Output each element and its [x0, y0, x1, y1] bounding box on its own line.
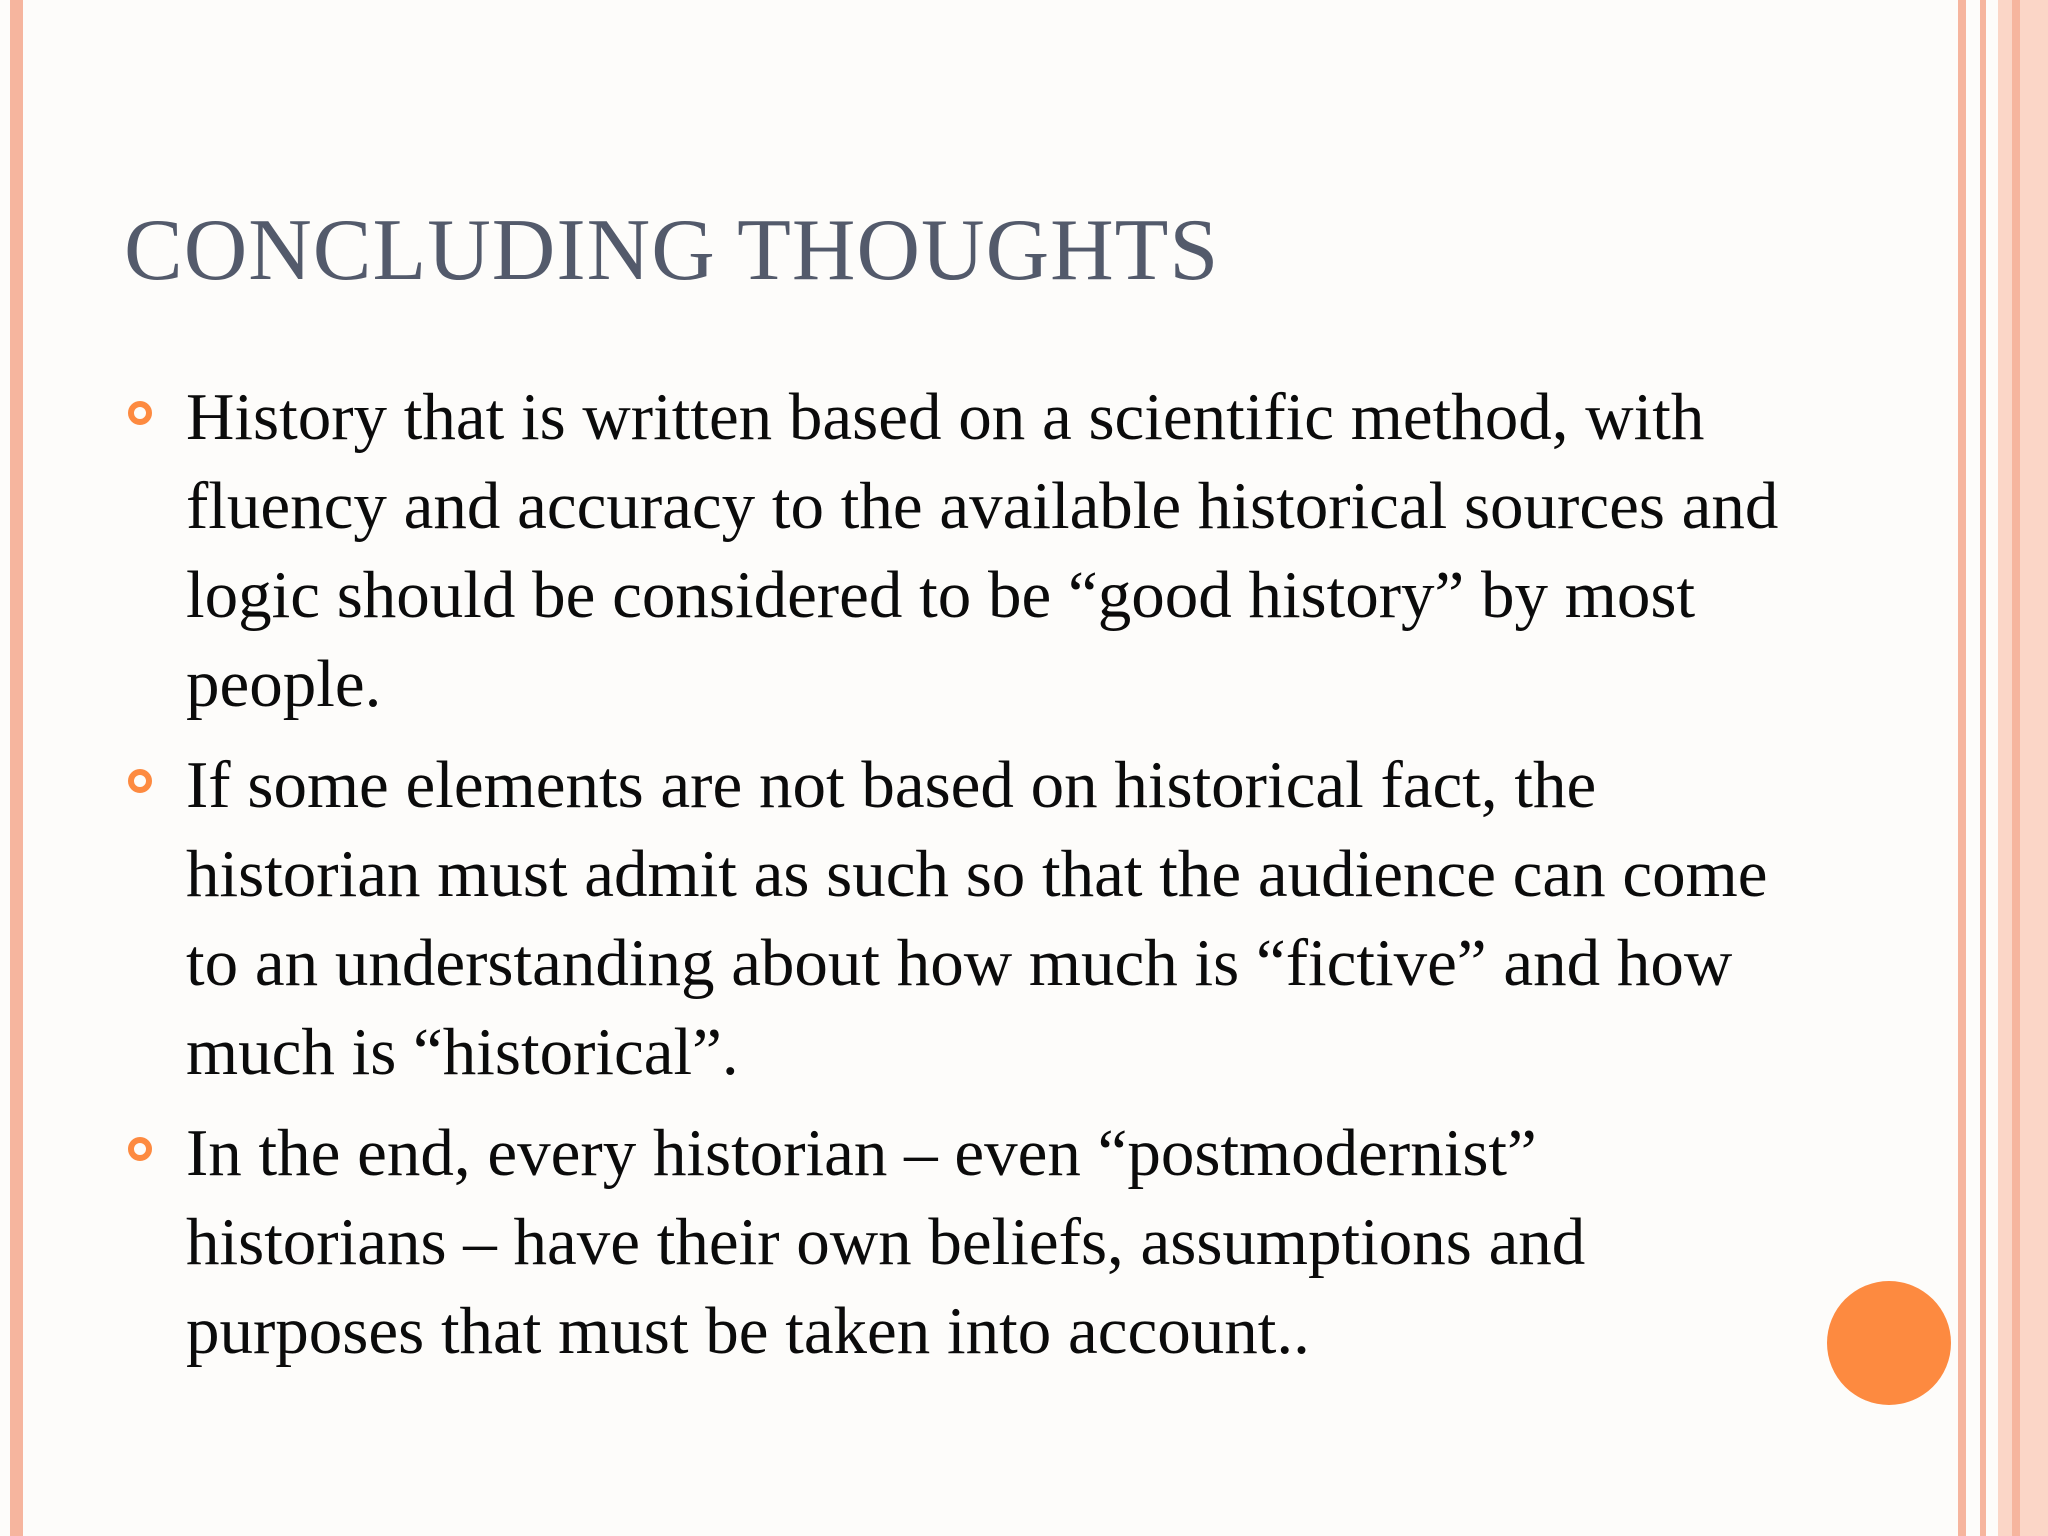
right-border-stripe-3 — [2012, 0, 2020, 1536]
bullet-text: History that is written based on a scientific method, with fluency and accuracy to the available historical sources and logic should be considered to be “good history” by most people. — [186, 380, 1779, 721]
bullet-item — [124, 1109, 1784, 1376]
bullet-item — [124, 741, 1784, 1097]
left-border-stripe — [10, 0, 23, 1536]
bullet-text: If some elements are not based on historical fact, the historian must admit as such so that the audience can come to an understanding about how much is “fictive” and how much is “historical”. — [186, 748, 1768, 1089]
orange-circle-decoration — [1827, 1281, 1951, 1405]
hollow-circle-bullet-icon — [128, 401, 152, 425]
slide-title: CONCLUDING THOUGHTS — [124, 202, 1220, 299]
hollow-circle-bullet-icon — [128, 1137, 152, 1161]
hollow-circle-bullet-icon — [128, 769, 152, 793]
right-border-stripe-1 — [1958, 0, 1966, 1536]
right-border-band — [1998, 0, 2048, 1536]
bullet-item — [124, 373, 1784, 729]
bullet-list — [124, 373, 1784, 1388]
right-border-stripe-2 — [1980, 0, 1986, 1536]
bullet-text: In the end, every historian – even “postmodernist” historians – have their own beliefs, assumptions and purposes that must be taken into account.. — [186, 1116, 1586, 1368]
